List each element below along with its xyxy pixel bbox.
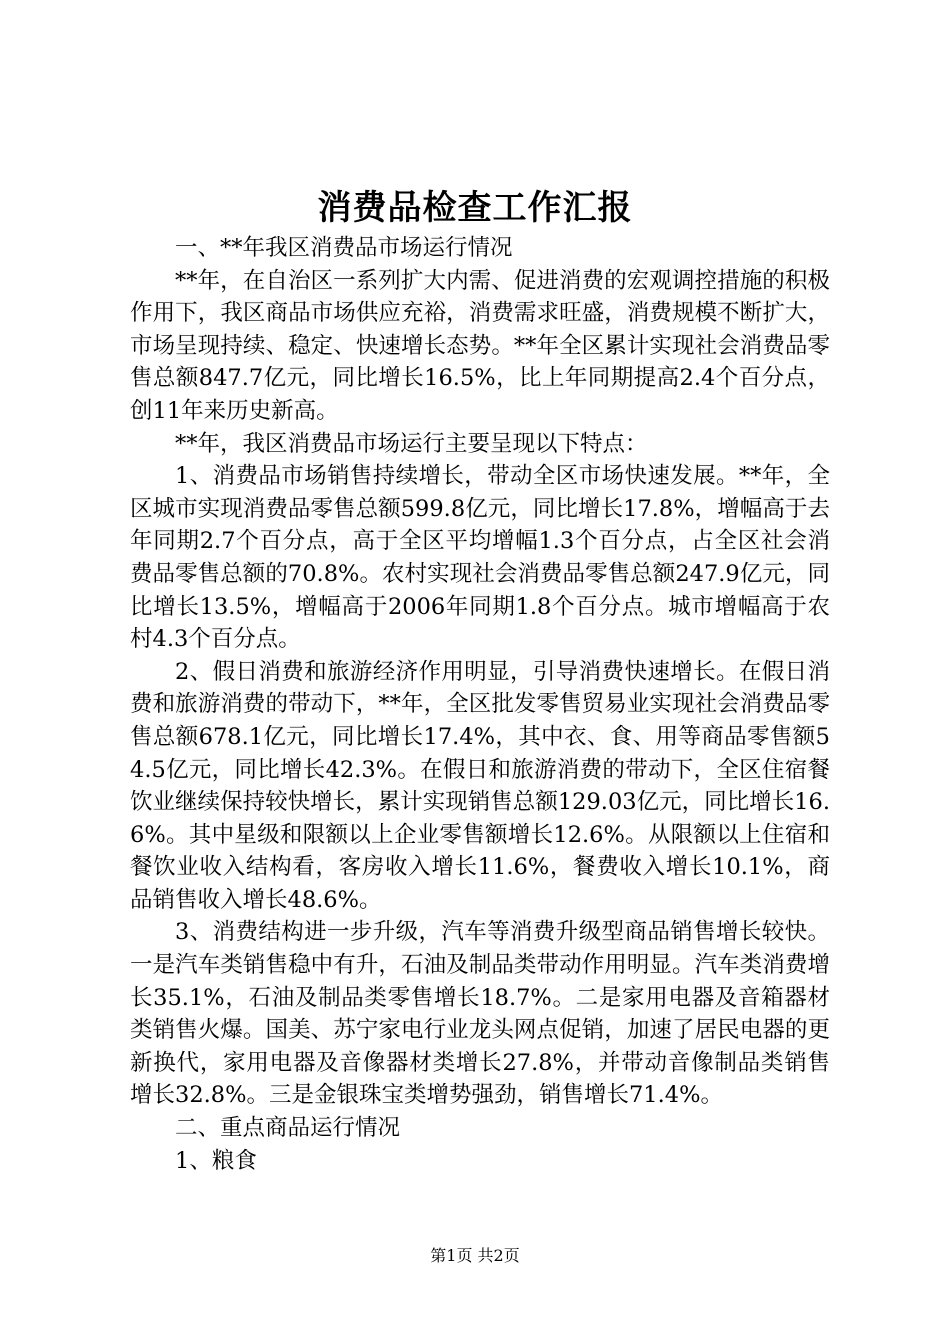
section-heading-1: 一、**年我区消费品市场运行情况 xyxy=(175,235,513,261)
paragraph-point-2: 2、假日消费和旅游经济作用明显，引导消费快速增长。在假日消费和旅游消费的带动下，**年，全区批发零售贸易业实现社会消费品零售总额678.1亿元，同比增长17.4%，其中衣、食、用等商品零售额54.5亿元，同比增长42.3%。在假日和旅游消费的带动下，全区住宿餐饮业继续保持较快增长，累计实现销售总额129.03亿元，同比增长16.6%。其中星级和限额以上企业零售额增长12.6%。从限额以上住宿和餐饮业收入结构看，客房收入增长11.6%，餐费收入增长10.1%，商品销售收入增长48.6%。 xyxy=(130,658,830,913)
paragraph-features-intro: **年，我区消费品市场运行主要呈现以下特点： xyxy=(175,430,648,457)
paragraph-point-1: 1、消费品市场销售持续增长，带动全区市场快速发展。**年，全区城市实现消费品零售总额599.8亿元，同比增长17.8%，增幅高于去年同期2.7个百分点，高于全区平均增幅1.3个百分点，占全区社会消费品零售总额的70.8%。农村实现社会消费品零售总额247.9亿元，同比增长13.5%，增幅高于2006年同期1.8个百分点。城市增幅高于农村4.3个百分点。 xyxy=(130,463,830,653)
paragraph-overview: **年，在自治区一系列扩大内需、促进消费的宏观调控措施的积极作用下，我区商品市场供应充裕，消费需求旺盛，消费规模不断扩大，市场呈现持续、稳定、快速增长态势。**年全区累计实现社会消费品零售总额847.7亿元，同比增长16.5%，比上年同期提高2.4个百分点，创11年来历史新高。 xyxy=(130,267,830,424)
document-title: 消费品检查工作汇报 xyxy=(317,188,633,228)
document-body xyxy=(130,232,830,1177)
page-footer: 第1页 共2页 xyxy=(430,1246,520,1265)
paragraph-point-3: 3、消费结构进一步升级，汽车等消费升级型商品销售增长较快。一是汽车类销售稳中有升，石油及制品类带动作用明显。汽车类消费增长35.1%，石油及制品类零售增长18.7%。二是家用电器及音箱器材类销售火爆。国美、苏宁家电行业龙头网点促销，加速了居民电器的更新换代，家用电器及音像器材类增长27.8%，并带动音像制品类销售增长32.8%。三是金银珠宝类增势强劲，销售增长71.4%。 xyxy=(130,919,830,1109)
section-heading-2: 二、重点商品运行情况 xyxy=(175,1115,401,1142)
subsection-heading-grain: 1、粮食 xyxy=(175,1147,257,1174)
